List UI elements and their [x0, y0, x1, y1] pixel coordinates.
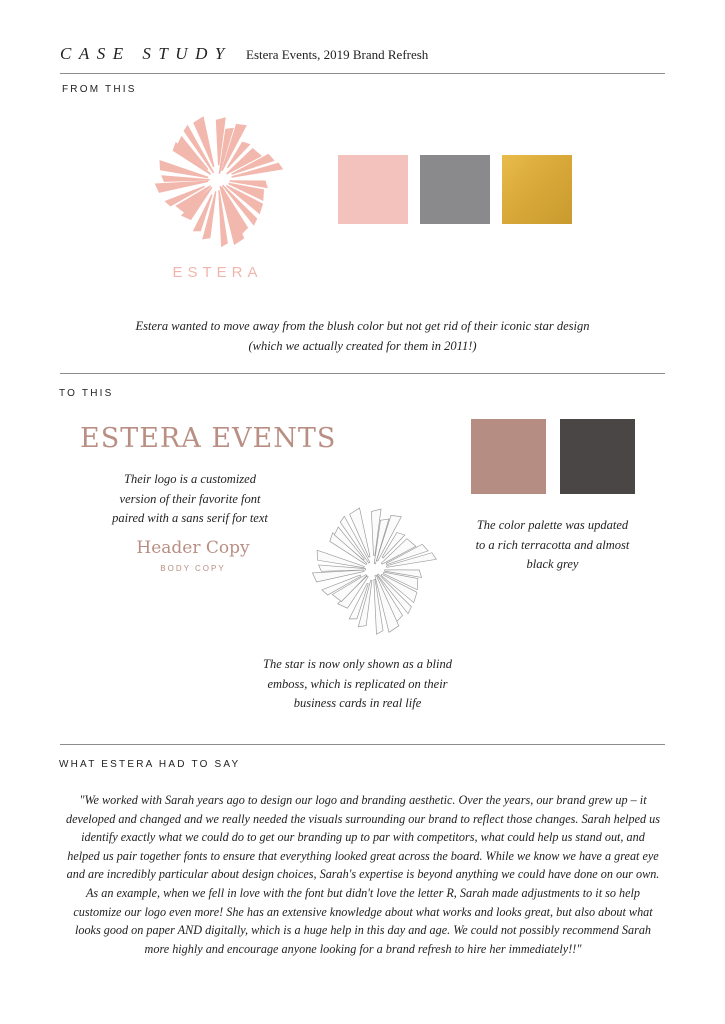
emboss-note-line-3: business cards in real life — [293, 696, 422, 710]
body-copy-sample: BODY COPY — [160, 564, 226, 573]
emboss-note-line-1: The star is now only shown as a blind — [263, 657, 452, 671]
new-logo-wordmark: ESTERA EVENTS — [80, 423, 337, 454]
swatch-grey — [420, 155, 490, 224]
logo-note-line-2: version of their favorite font — [119, 491, 261, 506]
emboss-note — [240, 655, 475, 714]
emboss-star-icon — [306, 502, 441, 637]
swatch-almost-black — [560, 419, 635, 494]
header-copy-sample: Header Copy — [136, 538, 250, 558]
old-logo-wordmark: ESTERA — [172, 264, 263, 281]
old-star-logo-icon — [148, 110, 288, 250]
palette-note-line-2: to a rich terracotta and almost — [475, 537, 630, 552]
testimonial-label: WHAT ESTERA HAD TO SAY — [59, 759, 241, 770]
case-study-title: CASE STUDY — [60, 44, 232, 63]
from-caption-line-2: (which we actually created for them in 2011!) — [248, 338, 477, 353]
logo-note — [95, 470, 285, 529]
swatch-gold — [502, 155, 572, 224]
case-study-subtitle: Estera Events, 2019 Brand Refresh — [246, 47, 429, 62]
star-ray — [155, 181, 209, 193]
swatch-blush — [338, 155, 408, 224]
swatch-terracotta — [471, 419, 546, 494]
testimonial-quote: "We worked with Sarah years ago to design our logo and branding aesthetic. Over the years, our brand grew up – it developed and changed and we really needed the visuals surrounding our brand to reflect those changes. Sarah helped us identify exactly what we could do to get our branding up to par with competitors, what could help us stand out, and helped us pair together fonts to ensure that everything looked great across the board. While we know we have a great eye and are incredibly particular about design choices, Sarah's expertise is beyond anything we could have done on our own. As an example, when we fell in love with the font but didn't love the letter R, Sarah made adjustments to it so help customize our logo even more! She has an extensive knowledge about what works and looks great, but also about what looks good on paper AND digitally, which is a huge help in this day and age. We could not possibly recommend Sarah more highly and encourage anyone looking for a brand refresh to hire her immediately!!" — [65, 793, 661, 956]
from-caption — [60, 317, 665, 356]
to-divider — [60, 744, 665, 745]
from-this-label: FROM THIS — [62, 84, 137, 95]
header-divider — [60, 73, 665, 74]
logo-note-line-1: Their logo is a customized — [124, 472, 256, 486]
to-this-label: TO THIS — [59, 388, 114, 399]
palette-note-line-1: The color palette was updated — [476, 518, 629, 532]
emboss-note-line-2: emboss, which is replicated on their — [267, 676, 448, 691]
from-divider — [60, 373, 665, 374]
palette-note-line-3: black grey — [526, 557, 579, 571]
logo-note-line-3: paired with a sans serif for text — [112, 511, 268, 525]
from-caption-line-1: Estera wanted to move away from the blush color but not get rid of their iconic star design — [135, 319, 590, 333]
palette-note — [455, 516, 650, 575]
